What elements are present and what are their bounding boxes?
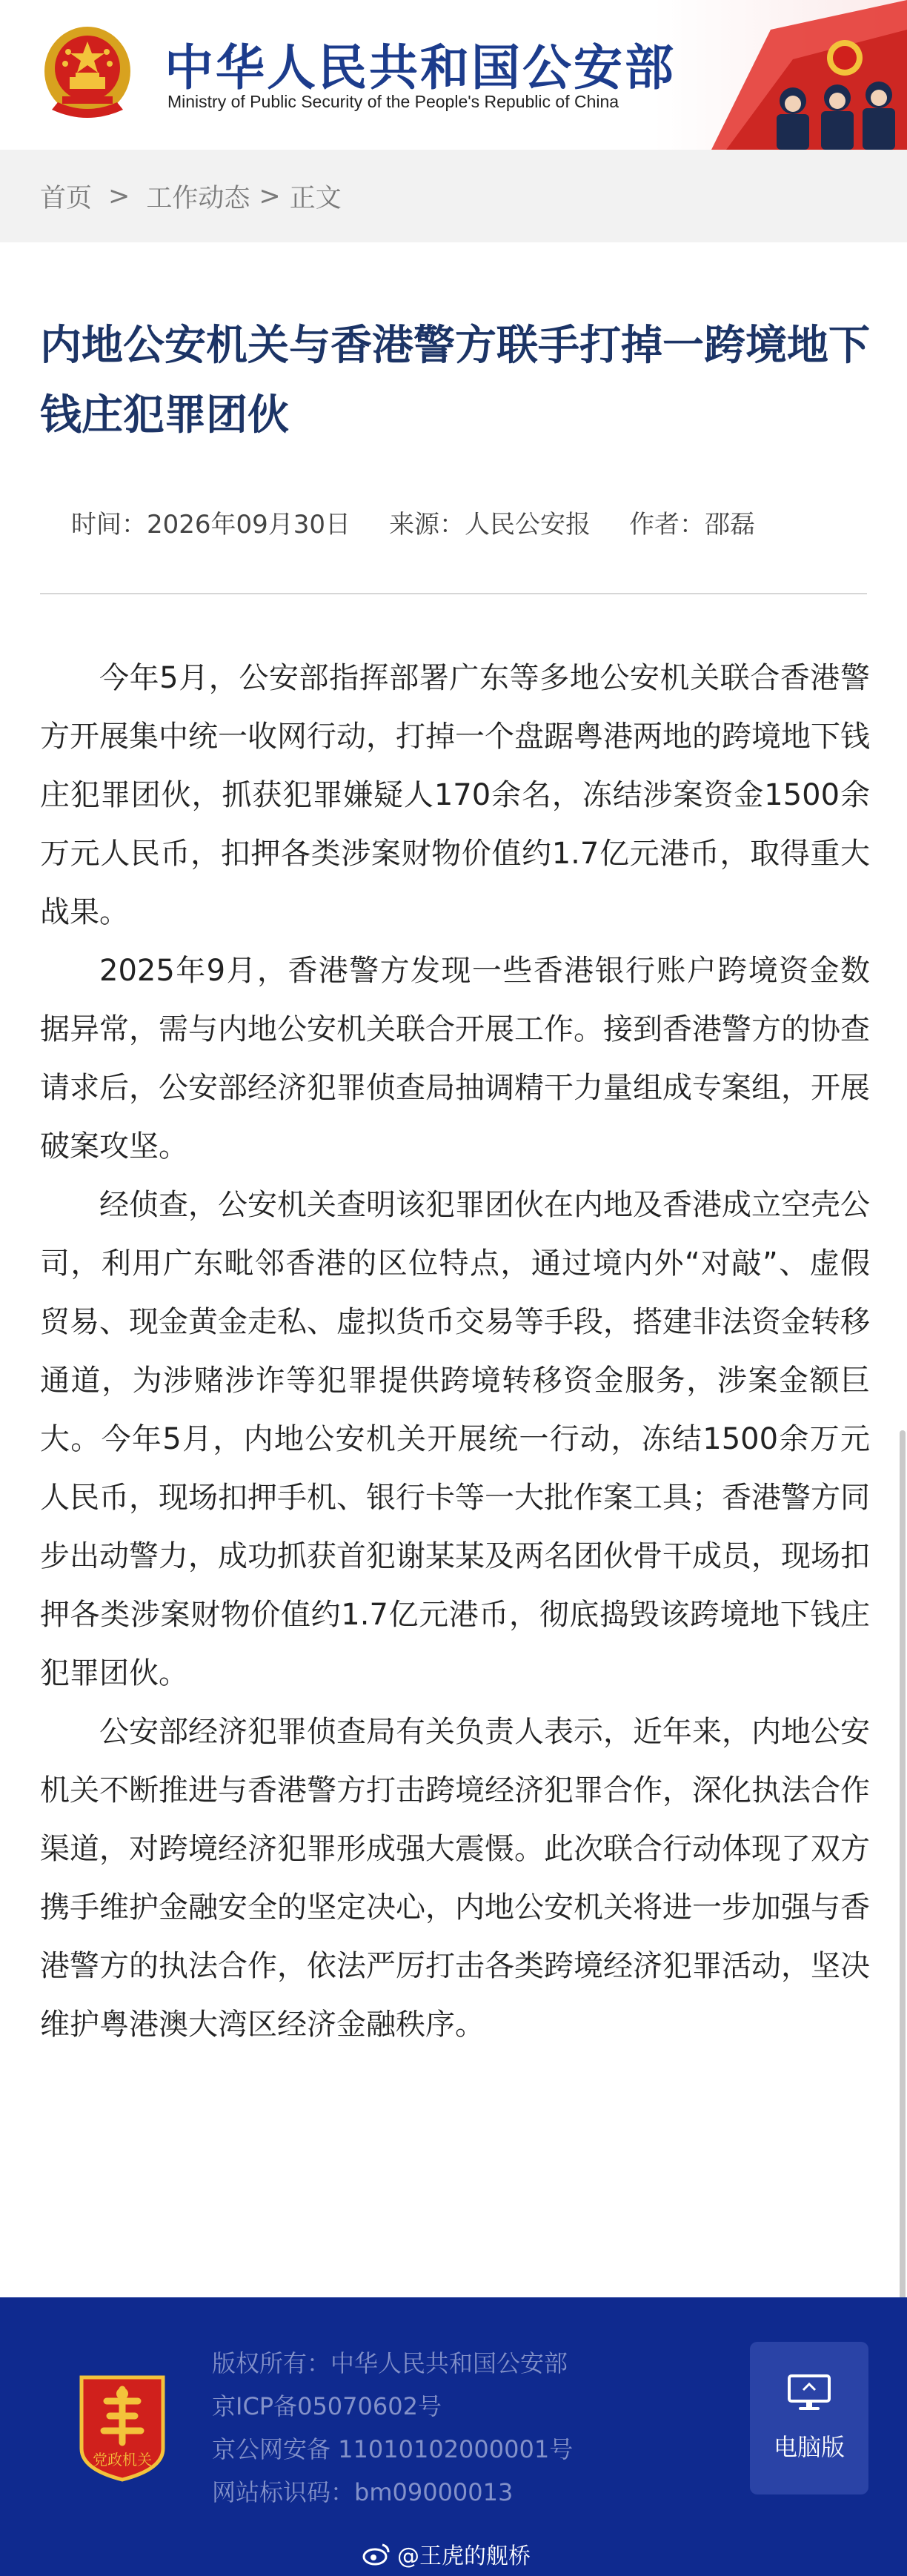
article-paragraph: 公安部经济犯罪侦查局有关负责人表示，近年来，内地公安机关不断推进与香港警方打击跨境经济犯罪合作，深化执法合作渠道，对跨境经济犯罪形成强大震慑。此次联合行动体现了双方携手维护金融安全的坚定决心，内地公安机关将进一步加强与香港警方的执法合作，依法严厉打击各类跨境经济犯罪活动，坚决维护粤港澳大湾区经济金融秩序。 [40, 1715, 870, 2042]
badge-label: 党政机关 [93, 2451, 152, 2469]
breadcrumb-section-link[interactable]: 工作动态 [146, 183, 250, 213]
national-emblem-icon[interactable] [40, 22, 135, 126]
article-paragraph: 2025年9月，香港警方发现一些香港银行账户跨境资金数据异常，需与内地公安机关联合开展工作。接到香港警方的协查请求后，公安部经济犯罪侦查局抽调精干力量组成专案组，开展破案攻坚。 [40, 954, 870, 1163]
site-title: 中华人民共和国公安部 [165, 39, 676, 96]
article-paragraph: 经侦查，公安机关查明该犯罪团伙在内地及香港成立空壳公司，利用广东毗邻香港的区位特点，通过境内外“对敲”、虚假贸易、现金黄金走私、虚拟货币交易等手段，搭建非法资金转移通道，为涉赌涉诈等犯罪提供跨境转移资金服务，涉案金额巨大。今年5月，内地公安机关开展统一行动，冻结1500余万元人民币，现场扣押手机、银行卡等一大批作案工具；香港警方同步出动警力，成功抓获首犯谢某某及两名团伙骨干成员，现场扣押各类涉案财物价值约1.7亿元港币，彻底捣毁该跨境地下钱庄犯罪团伙。 [40, 1188, 870, 1690]
article-title: 内地公安机关与香港警方联手打掉一跨境地下钱庄犯罪团伙 [40, 322, 870, 439]
police-officers-banner [682, 0, 907, 150]
desktop-version-label: 电脑版 [773, 2433, 845, 2461]
weibo-watermark [362, 2537, 531, 2570]
breadcrumb [0, 150, 907, 242]
footer-info [212, 2342, 573, 2514]
breadcrumb-separator: > [259, 181, 281, 211]
breadcrumb-current: 正文 [289, 183, 342, 213]
article-body [40, 649, 870, 2054]
article-source: 来源：人民公安报 [389, 510, 591, 540]
footer-icp[interactable]: 京ICP备05070602号 [212, 2392, 442, 2420]
article-meta [71, 504, 755, 540]
site-header [0, 0, 907, 150]
divider [40, 593, 867, 594]
party-government-badge-icon[interactable] [74, 2371, 170, 2483]
weibo-icon [362, 2542, 391, 2566]
footer-police-record[interactable]: 京公网安备 11010102000001号 [212, 2435, 574, 2463]
watermark-text: @王虎的舰桥 [397, 2543, 531, 2569]
article-author: 作者：邵磊 [629, 510, 756, 540]
site-subtitle: Ministry of Public Security of the People's Republic of China [167, 92, 619, 111]
footer-site-id: 网站标识码：bm09000013 [212, 2478, 514, 2506]
article-time: 时间：2026年09月30日 [71, 510, 351, 540]
monitor-icon [787, 2374, 831, 2412]
footer-copyright: 版权所有：中华人民共和国公安部 [212, 2349, 568, 2377]
site-footer [0, 2297, 907, 2576]
breadcrumb-home-link[interactable]: 首页 [40, 183, 93, 213]
breadcrumb-separator: > [108, 181, 130, 211]
article-paragraph: 今年5月，公安部指挥部署广东等多地公安机关联合香港警方开展集中统一收网行动，打掉一个盘踞粤港两地的跨境地下钱庄犯罪团伙，抓获犯罪嫌疑人170余名，冻结涉案资金1500余万元人民币，扣押各类涉案财物价值约1.7亿元港币，取得重大战果。 [40, 661, 870, 929]
desktop-version-button[interactable] [750, 2342, 868, 2494]
